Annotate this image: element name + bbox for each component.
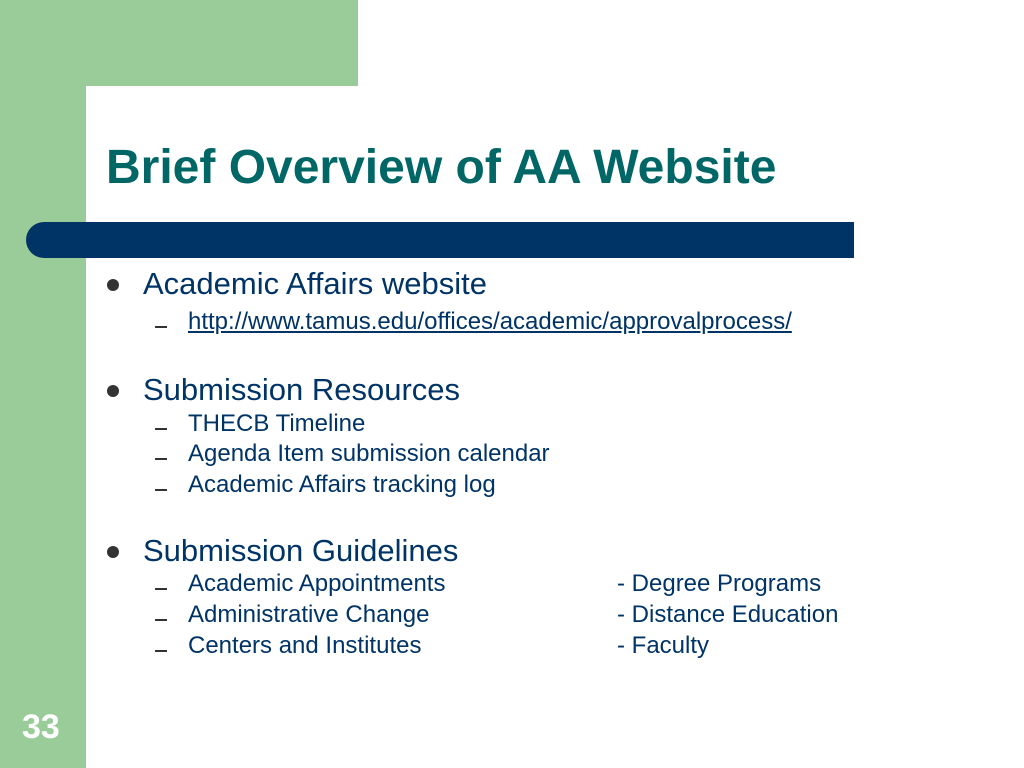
guideline-item-right: - Degree Programs (617, 570, 822, 597)
resource-item: Agenda Item submission calendar (188, 440, 550, 467)
section-heading-guidelines: Submission Guidelines (143, 533, 459, 568)
dash-icon (155, 588, 167, 590)
title-divider-bar (26, 222, 854, 258)
green-side-band (0, 0, 86, 768)
resource-item: THECB Timeline (188, 410, 366, 437)
guideline-item-right: - Distance Education (617, 601, 839, 628)
section-heading-website: Academic Affairs website (143, 266, 488, 301)
guideline-item: Administrative Change (188, 601, 430, 628)
slide-title: Brief Overview of AA Website (106, 141, 777, 194)
guideline-item: Academic Appointments (188, 570, 446, 597)
dash-icon (155, 428, 167, 430)
dash-icon (155, 619, 167, 621)
bullet-icon (107, 279, 119, 291)
dash-icon (155, 650, 167, 652)
slide-number: 33 (22, 708, 60, 746)
dash-icon (155, 489, 167, 491)
guideline-item: Centers and Institutes (188, 632, 422, 659)
dash-icon (155, 458, 167, 460)
bullet-icon (107, 385, 119, 397)
section-heading-resources: Submission Resources (143, 372, 461, 407)
guideline-item-right: - Faculty (617, 632, 710, 659)
bullet-icon (107, 546, 119, 558)
dash-icon (155, 326, 167, 328)
resource-item: Academic Affairs tracking log (188, 471, 496, 498)
aa-website-link[interactable]: http://www.tamus.edu/offices/academic/approvalprocess/ (188, 308, 792, 335)
